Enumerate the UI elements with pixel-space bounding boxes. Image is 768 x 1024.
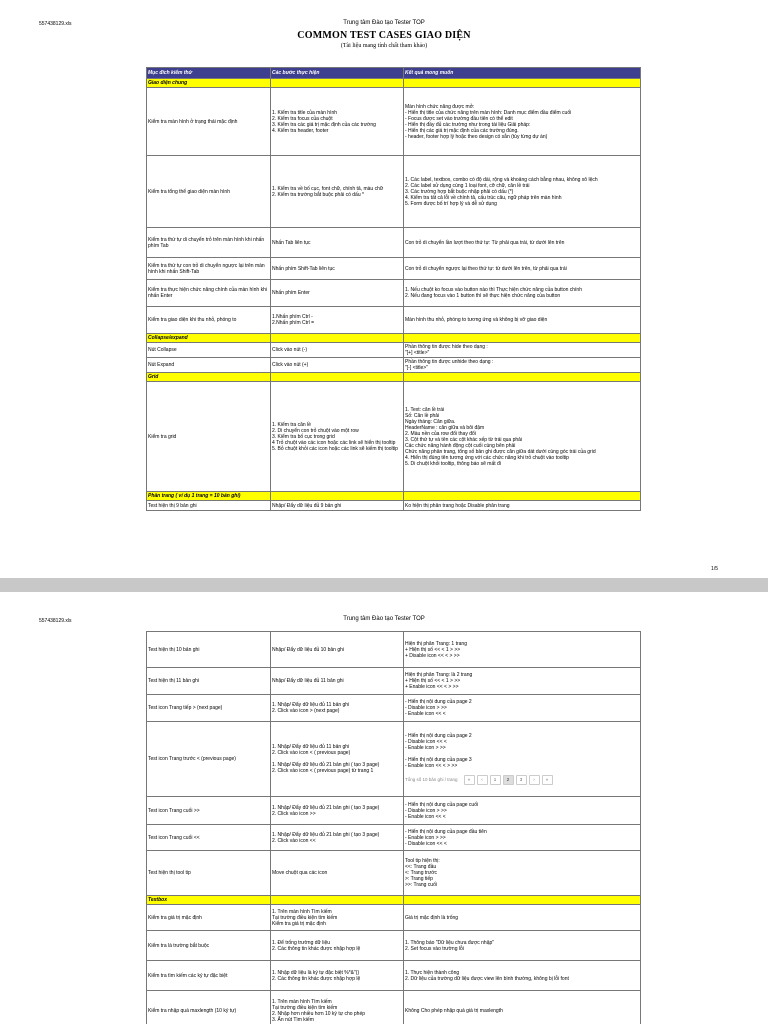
steps-cell bbox=[271, 307, 404, 334]
steps-text: 1. Nhập/ Đẩy dữ liệu đủ 11 bản ghi 2. Click vào icon < ( previous page) 1. Nhập/ Đẩy dữ liệu đủ 21 bản ghi ( tạo 3 page) 2. Click vào icon < ( previous page) từ trang 1 bbox=[272, 744, 380, 774]
steps-cell bbox=[271, 905, 404, 931]
steps-cell bbox=[271, 825, 404, 851]
purpose-text: Nút Expand bbox=[148, 362, 175, 368]
purpose-cell bbox=[147, 632, 271, 668]
steps-cell bbox=[271, 382, 404, 492]
section-cell bbox=[404, 334, 641, 343]
expected-text: 1. Thông báo "Dữ liệu chưa được nhập" 2. Set focus vào trường lỗi bbox=[405, 939, 495, 952]
table-row bbox=[147, 825, 641, 851]
expected-cell bbox=[404, 88, 641, 156]
expected-cell bbox=[404, 722, 641, 797]
table-row bbox=[147, 258, 641, 280]
expected-cell bbox=[404, 931, 641, 961]
document-subtitle: (Tài liệu mang tính chất tham khảo) bbox=[340, 43, 428, 49]
purpose-text: Test hiện thị 9 bản ghi bbox=[148, 502, 197, 509]
section-cell bbox=[271, 492, 404, 501]
steps-text: 1. Nhập/ Đẩy dữ liệu đủ 11 bản ghi 2. Click vào icon > (next page) bbox=[272, 702, 350, 714]
steps-cell bbox=[271, 668, 404, 695]
expected-cell bbox=[404, 343, 641, 358]
table-row bbox=[147, 382, 641, 492]
steps-text: Nhấn phím Shift-Tab liên tục bbox=[272, 265, 335, 272]
purpose-cell bbox=[147, 258, 271, 280]
steps-text: 1. Kiểm tra căn lề 2. Di chuyển con trỏ chuột vào một row 3. Kiểm tra bố cục trong grid 4 Trỏ chuột vào các icon hoặc các link sẽ hiển thị tooltip 5. Bỏ chuột khỏi các icon hoặc các link sẽ kiếm thị tooltip bbox=[272, 421, 398, 452]
pagination-button: ‹ bbox=[477, 775, 488, 785]
purpose-cell bbox=[147, 156, 271, 228]
table-header-row bbox=[147, 68, 641, 79]
steps-cell bbox=[271, 358, 404, 373]
table-row bbox=[147, 851, 641, 896]
table-row bbox=[147, 501, 641, 511]
pagination-example bbox=[405, 775, 639, 785]
expected-cell bbox=[404, 501, 641, 511]
page-number: 1/5 bbox=[711, 566, 718, 572]
expected-cell bbox=[404, 695, 641, 722]
expected-text: - Hiển thị nội dung của page 2 - Disable icon << < - Enable icon > >> - Hiển thị nội dung của page 3 - Enable icon << < > >> bbox=[405, 733, 472, 769]
pagination-info: Tổng số 10 bản ghi / trang bbox=[405, 777, 458, 783]
column-header: Mục đích kiểm thử bbox=[147, 68, 271, 79]
expected-text: - Hiển thị nội dung của page đầu tiên - Enable icon > >> - Disable icon << < bbox=[405, 828, 487, 847]
section-title: Giao diện chung bbox=[147, 79, 271, 88]
steps-text: Nhấn phím Enter bbox=[272, 290, 310, 296]
expected-text: Con trỏ di chuyển lần lượt theo thứ tự: Từ phải qua trái, từ dưới lên trên bbox=[405, 239, 565, 246]
purpose-text: Nút Collapse bbox=[148, 347, 177, 353]
page-header: Trung tâm Đào tạo Tester TOP bbox=[343, 616, 425, 622]
expected-cell bbox=[404, 228, 641, 258]
pagination-button: » bbox=[542, 775, 553, 785]
steps-text: Click vào nút (-) bbox=[272, 347, 308, 353]
steps-cell bbox=[271, 156, 404, 228]
section-cell bbox=[271, 373, 404, 382]
expected-cell bbox=[404, 358, 641, 373]
purpose-cell bbox=[147, 307, 271, 334]
purpose-text: Test hiện thị 11 bản ghi bbox=[148, 678, 200, 684]
steps-text: 1. Kiểm tra title của màn hình 2. Kiểm tra focus của chuột 3. Kiểm tra các giá trị mặc định của các trường 4. Kiểm tra header, footer bbox=[272, 109, 376, 134]
pagination-button: 1 bbox=[490, 775, 501, 785]
expected-cell bbox=[404, 156, 641, 228]
steps-text: Click vào nút (+) bbox=[272, 362, 309, 368]
expected-text: Ko hiện thị phân trang hoặc Disable phân trang bbox=[405, 502, 510, 509]
section-row bbox=[147, 373, 641, 382]
section-row bbox=[147, 492, 641, 501]
table-row bbox=[147, 632, 641, 668]
table-row bbox=[147, 905, 641, 931]
steps-cell bbox=[271, 851, 404, 896]
steps-cell bbox=[271, 280, 404, 307]
purpose-text: Kiểm tra giao diện khi thu nhỏ, phóng to bbox=[148, 317, 237, 323]
purpose-text: Kiểm tra grid bbox=[148, 433, 177, 440]
table-row bbox=[147, 156, 641, 228]
purpose-text: Test hiện thị tool tip bbox=[148, 870, 191, 876]
purpose-cell bbox=[147, 695, 271, 722]
expected-text: 1. Các label, textbox, combo có độ dài, rộng và khoảng cách bằng nhau, không xô lệch 2. Các label sử dụng cùng 1 loại font, cỡ chữ, căn lề trái 3. Các trường hợp bắt buộc nhập phải có dấu (*) 4. Kiểm tra tất cả lỗi về chính tả, cấu trúc câu, ngữ pháp trên màn hình 5. Form được bố trí hợp lý và dễ sử dụng bbox=[405, 176, 598, 207]
expected-text: - Hiển thị nội dung của page cuối - Disable icon > >> - Enable icon << < bbox=[405, 801, 479, 820]
pagination-button: 2 bbox=[503, 775, 514, 785]
steps-cell bbox=[271, 632, 404, 668]
purpose-cell bbox=[147, 797, 271, 825]
table-row bbox=[147, 668, 641, 695]
purpose-text: Kiểm tra nhập quá maxlength (10 ký tự) bbox=[148, 1007, 237, 1014]
expected-text: 1. Thực hiện thành công 2. Dữ liệu của trường dữ liệu được view lên bình thường, không bị lỗi font bbox=[405, 969, 569, 982]
section-cell bbox=[404, 373, 641, 382]
purpose-cell bbox=[147, 668, 271, 695]
steps-cell bbox=[271, 722, 404, 797]
steps-text: Nhập/ Đẩy dữ liệu đủ 10 bản ghi bbox=[272, 646, 345, 653]
purpose-cell bbox=[147, 825, 271, 851]
steps-cell bbox=[271, 797, 404, 825]
test-case-table bbox=[146, 67, 641, 511]
purpose-text: Test icon Trang cuối >> bbox=[148, 807, 200, 814]
purpose-cell bbox=[147, 501, 271, 511]
purpose-cell bbox=[147, 931, 271, 961]
table-row bbox=[147, 797, 641, 825]
steps-cell bbox=[271, 961, 404, 991]
table-row bbox=[147, 280, 641, 307]
section-cell bbox=[404, 79, 641, 88]
expected-text: Tool tip hiện thị: <<: Trang đầu <: Trang trước >: Trang tiếp >>: Trang cuối bbox=[405, 858, 440, 888]
purpose-text: Kiểm tra thứ tự con trỏ di chuyển ngược lại trên màn hình khi nhấn Shift-Tab bbox=[148, 262, 265, 275]
steps-text: 1. Trên màn hình Tìm kiếm Tại trường điều kiện tìm kiếm 2. Nhập hơn nhiều hơn 10 ký tự cho phép 3. Ấn nút Tìm kiếm bbox=[272, 998, 366, 1023]
section-cell bbox=[404, 492, 641, 501]
table-row bbox=[147, 307, 641, 334]
page-2 bbox=[0, 592, 768, 1024]
purpose-cell bbox=[147, 722, 271, 797]
section-cell bbox=[271, 79, 404, 88]
expected-text: Giá trị mặc định là trống bbox=[405, 914, 459, 921]
expected-cell bbox=[404, 632, 641, 668]
test-case-table bbox=[146, 631, 641, 1024]
purpose-text: Kiểm tra thứ tự di chuyển trỏ trên màn hình khi nhấn phím Tab bbox=[148, 236, 265, 249]
expected-text: Hiện thị phân Trang: 1 trang + Hiện thị số << < 1 > >> + Disable icon << < > >> bbox=[405, 640, 467, 659]
steps-text: Nhập/ Đẩy dữ liệu đủ 9 bản ghi bbox=[272, 502, 342, 509]
steps-text: Move chuột qua các icon bbox=[272, 870, 328, 876]
purpose-text: Kiểm tra thực hiện chức năng chính của màn hình khi nhấn Enter bbox=[148, 287, 267, 299]
section-cell bbox=[271, 896, 404, 905]
expected-text: Phần thông tin được unhide theo dạng : "[-] <title>" bbox=[405, 359, 494, 371]
table-row bbox=[147, 358, 641, 373]
steps-cell bbox=[271, 88, 404, 156]
expected-text: Con trỏ di chuyển ngược lại theo thứ tự: từ dưới lên trên, từ phải qua trái bbox=[405, 265, 567, 272]
file-name: 557438129.xls bbox=[39, 21, 72, 27]
table-row bbox=[147, 695, 641, 722]
purpose-text: Test icon Trang tiếp > (next page) bbox=[148, 705, 223, 711]
pagination-button: › bbox=[529, 775, 540, 785]
table-row bbox=[147, 88, 641, 156]
section-title: Textbox bbox=[147, 896, 271, 905]
purpose-cell bbox=[147, 851, 271, 896]
steps-text: 1. Nhập dữ liệu là ký tự đặc biệt %*&"() 2. Các thông tin khác được nhập hợp lệ bbox=[272, 969, 361, 982]
steps-text: 1. Để trống trường dữ liệu 2. Các thông tin khác được nhập hợp lệ bbox=[272, 939, 361, 952]
purpose-cell bbox=[147, 382, 271, 492]
steps-cell bbox=[271, 931, 404, 961]
purpose-cell bbox=[147, 905, 271, 931]
steps-text: Nhấn Tab liên tục bbox=[272, 239, 311, 246]
section-title: Grid bbox=[147, 373, 271, 382]
steps-text: 1.Nhấn phím Ctrl - 2.Nhấn phím Ctrl = bbox=[272, 314, 315, 326]
steps-cell bbox=[271, 343, 404, 358]
expected-cell bbox=[404, 905, 641, 931]
purpose-cell bbox=[147, 280, 271, 307]
section-title: Collapse/expand bbox=[147, 334, 271, 343]
purpose-text: Test hiện thị 10 bản ghi bbox=[148, 646, 200, 653]
expected-text: Phần thông tin được hide theo dạng : "[+] <title>" bbox=[405, 344, 488, 356]
section-row bbox=[147, 79, 641, 88]
purpose-cell bbox=[147, 343, 271, 358]
expected-cell bbox=[404, 307, 641, 334]
purpose-cell bbox=[147, 358, 271, 373]
expected-text: Màn hình thu nhỏ, phóng to tương ứng và không bị vỡ giao diện bbox=[405, 317, 548, 323]
expected-cell bbox=[404, 668, 641, 695]
column-header: Kết quả mong muốn bbox=[404, 68, 641, 79]
steps-cell bbox=[271, 991, 404, 1024]
steps-cell bbox=[271, 695, 404, 722]
table-row bbox=[147, 228, 641, 258]
pagination-button: 3 bbox=[516, 775, 527, 785]
expected-text: - Hiển thị nội dung của page 2 - Disable icon > >> - Enable icon << < bbox=[405, 699, 472, 717]
expected-cell bbox=[404, 382, 641, 492]
expected-cell bbox=[404, 991, 641, 1024]
steps-cell bbox=[271, 501, 404, 511]
table-row bbox=[147, 722, 641, 797]
expected-text: 1. Nếu chuột ko focus vào button nào thì Thực hiện chức năng của button chính 2. Nếu đang focus vào 1 button thì sẽ thực hiện chức năng của button bbox=[405, 287, 582, 299]
section-title: Phân trang ( ví dụ 1 trang = 10 bản ghi) bbox=[147, 492, 271, 501]
table-row bbox=[147, 961, 641, 991]
expected-cell bbox=[404, 280, 641, 307]
steps-text: Nhập/ Đẩy dữ liệu đủ 11 bản ghi bbox=[272, 678, 344, 684]
steps-text: 1. Kiểm tra về bố cục, font chữ, chính tả, màu chữ 2. Kiểm tra trường bắt buộc phải có dấu * bbox=[272, 185, 384, 198]
section-row bbox=[147, 896, 641, 905]
purpose-text: Kiểm tra là trường bắt buộc bbox=[148, 942, 210, 949]
purpose-cell bbox=[147, 228, 271, 258]
steps-text: 1. Trên màn hình Tìm kiếm Tại trường điều kiện tìm kiếm Kiểm tra giá trị mặc định bbox=[272, 908, 338, 927]
purpose-cell bbox=[147, 961, 271, 991]
purpose-text: Test icon Trang cuối << bbox=[148, 834, 200, 841]
steps-text: 1. Nhập/ Đẩy dữ liệu đủ 21 bản ghi ( tạo 3 page) 2. Click vào icon >> bbox=[272, 804, 380, 817]
purpose-text: Kiểm tra màn hình ở trạng thái mặc định bbox=[148, 118, 238, 125]
section-cell bbox=[404, 896, 641, 905]
purpose-text: Kiểm tra tổng thể giao diện màn hình bbox=[148, 188, 230, 195]
table-row bbox=[147, 991, 641, 1024]
purpose-text: Test icon Trang trước < (previous page) bbox=[148, 756, 236, 762]
purpose-text: Kiểm tra tìm kiếm các ký tự đặc biệt bbox=[148, 972, 228, 979]
section-row bbox=[147, 334, 641, 343]
document-title: COMMON TEST CASES GIAO DIỆN bbox=[297, 30, 471, 41]
purpose-cell bbox=[147, 88, 271, 156]
expected-text: Không Cho phép nhập quá giá trị maxlength bbox=[405, 1007, 503, 1014]
expected-text: Hiện thị phân Trang: là 2 trang + Hiện thị số << < 1 > >> + Enable icon << < > >> bbox=[405, 672, 473, 690]
steps-cell bbox=[271, 228, 404, 258]
section-cell bbox=[271, 334, 404, 343]
expected-text: Màn hình chức năng được mở: - Hiển thị title của chức năng trên màn hình: Danh mục điểm đầu điểm cuối - Focus được set vào trường đầu tiên có thể edit - Hiển thị đầy đủ các trường như trong tài liệu Giải pháp: - Hiển thị các giá trị mặc định của các trường đúng. - header, footer hợp lý hoặc theo design có sẵn (tùy từng dự án) bbox=[405, 103, 572, 140]
steps-text: 1. Nhập/ Đẩy dữ liệu đủ 21 bản ghi ( tạo 3 page) 2. Click vào icon << bbox=[272, 831, 380, 844]
expected-text: 1. Text: căn lề trái Số: Căn lề phải Ngày tháng: Căn giữa. HeaderName : căn giữa và bôi đậm 2. Màu nền của row đổi thay đổi 3. Cột thứ tự và tên các cột khác xếp từ trái qua phải Các chức năng hành động cột cuối cùng bên phải Chức năng phân trang, tổng số bản ghi được căn giữa dát dưới cùng góc trái của grid 4. Hiển thị đúng tên tương ứng với các chức năng khi trỏ chuột vào tooltip 5. Di chuột khỏi tooltip, thông báo sẽ mất đi bbox=[405, 406, 596, 467]
expected-cell bbox=[404, 851, 641, 896]
expected-cell bbox=[404, 797, 641, 825]
expected-cell bbox=[404, 961, 641, 991]
column-header: Các bước thực hiện bbox=[271, 68, 404, 79]
page-header: Trung tâm Đào tạo Tester TOP bbox=[343, 20, 425, 26]
table-row bbox=[147, 343, 641, 358]
expected-cell bbox=[404, 825, 641, 851]
purpose-cell bbox=[147, 991, 271, 1024]
expected-cell bbox=[404, 258, 641, 280]
purpose-text: Kiểm tra giá trị mặc định bbox=[148, 914, 202, 921]
table-row bbox=[147, 931, 641, 961]
file-name: 557438129.xls bbox=[39, 618, 72, 624]
pagination-button: « bbox=[464, 775, 475, 785]
steps-cell bbox=[271, 258, 404, 280]
